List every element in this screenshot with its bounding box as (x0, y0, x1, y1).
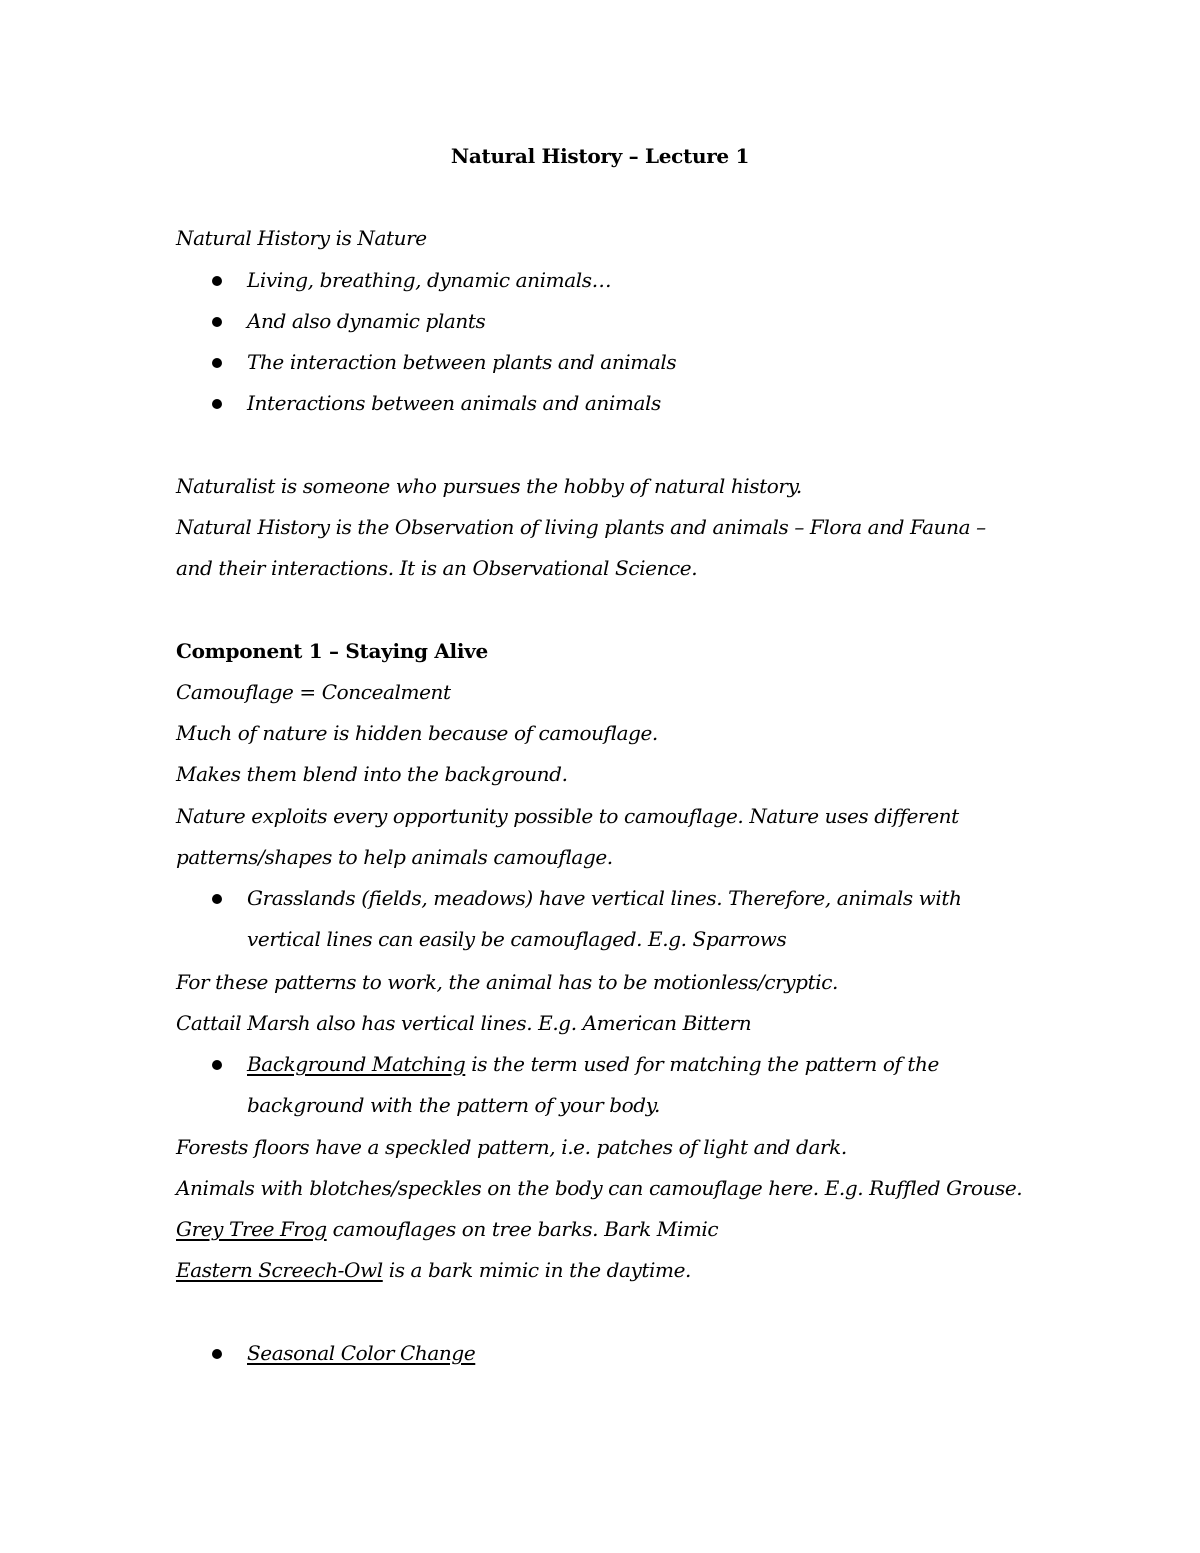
intro-heading: Natural History is Nature (176, 226, 427, 250)
body-line: Nature exploits every opportunity possible to camouflage. Nature uses different (176, 804, 959, 828)
bullet-icon (212, 317, 222, 327)
definition-line-2: Natural History is the Observation of living plants and animals – Flora and Fauna – (176, 515, 986, 539)
intro-bullet-3: The interaction between plants and animals (247, 350, 677, 374)
bullet-icon (212, 1060, 222, 1070)
bullet-icon (212, 894, 222, 904)
body-line: For these patterns to work, the animal has to be motionless/cryptic. (176, 970, 838, 994)
body-line: patterns/shapes to help animals camouflage. (176, 845, 613, 869)
background-matching-text: is the term used for matching the pattern of the (465, 1052, 939, 1076)
bullet-icon (212, 276, 222, 286)
body-line: Forests floors have a speckled pattern, i.e. patches of light and dark. (176, 1135, 847, 1159)
term-eastern-screech-owl: Eastern Screech-Owl (176, 1258, 383, 1282)
screech-owl-line (176, 1256, 691, 1284)
body-line: Camouflage = Concealment (176, 680, 451, 704)
tree-frog-text: camouflages on tree barks. Bark Mimic (326, 1217, 719, 1241)
background-matching-bullet (247, 1050, 939, 1078)
component-heading: Component 1 – Staying Alive (176, 639, 488, 663)
definition-line-1: Naturalist is someone who pursues the hobby of natural history. (176, 474, 802, 498)
background-matching-line-2: background with the pattern of your body. (247, 1093, 660, 1117)
term-seasonal-color-change: Seasonal Color Change (247, 1341, 476, 1365)
screech-owl-text: is a bark mimic in the daytime. (382, 1258, 692, 1282)
grasslands-bullet-line-2: vertical lines can easily be camouflaged. E.g. Sparrows (247, 927, 787, 951)
body-line: Makes them blend into the background. (176, 762, 568, 786)
seasonal-color-bullet (247, 1339, 475, 1367)
term-background-matching: Background Matching (247, 1052, 466, 1076)
body-line: Cattail Marsh also has vertical lines. E.g. American Bittern (176, 1011, 752, 1035)
term-grey-tree-frog: Grey Tree Frog (176, 1217, 327, 1241)
bullet-icon (212, 399, 222, 409)
page-title: Natural History – Lecture 1 (450, 144, 750, 168)
intro-bullet-1: Living, breathing, dynamic animals… (247, 268, 612, 292)
bullet-icon (212, 358, 222, 368)
intro-bullet-2: And also dynamic plants (247, 309, 486, 333)
grasslands-bullet-line-1: Grasslands (fields, meadows) have vertical lines. Therefore, animals with (247, 886, 962, 910)
tree-frog-line (176, 1215, 718, 1243)
intro-bullet-4: Interactions between animals and animals (247, 391, 661, 415)
bullet-icon (212, 1349, 222, 1359)
body-line: Animals with blotches/speckles on the body can camouflage here. E.g. Ruffled Grouse. (176, 1176, 1023, 1200)
body-line: Much of nature is hidden because of camouflage. (176, 721, 658, 745)
definition-line-3: and their interactions. It is an Observational Science. (176, 556, 698, 580)
